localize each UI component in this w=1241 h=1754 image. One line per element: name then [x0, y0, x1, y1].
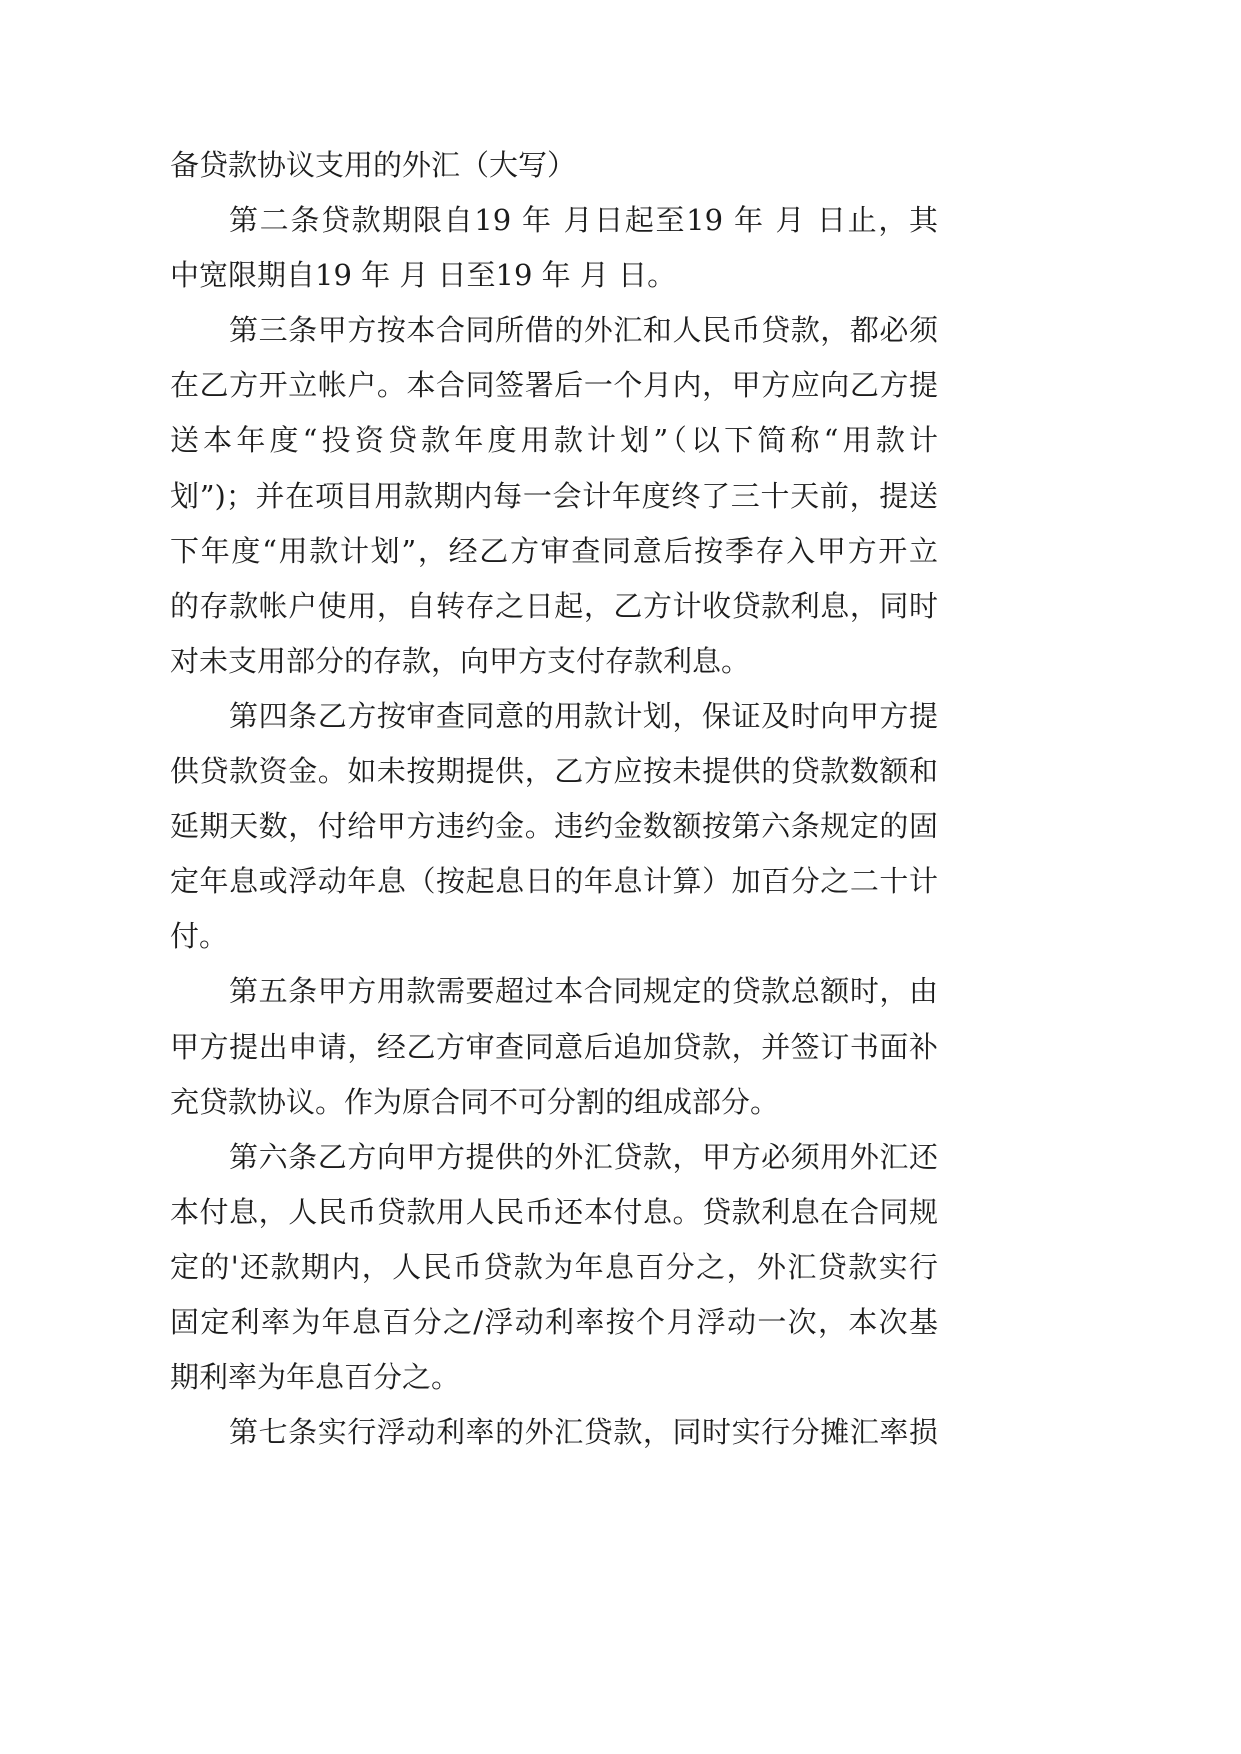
text-line: 充贷款协议。作为原合同不可分割的组成部分。 — [170, 1084, 780, 1119]
text-line: 下年度“用款计划”，经乙方审查同意后按季存入甲方开立 — [170, 533, 938, 568]
text-line: 供贷款资金。如未按期提供，乙方应按未提供的贷款数额和 — [170, 754, 938, 789]
text-line: 的存款帐户使用，自转存之日起，乙方计收贷款利息，同时 — [170, 588, 938, 623]
text-line: 备贷款协议支用的外汇（大写） — [170, 148, 577, 182]
text-line: 对未支用部分的存款，向甲方支付存款利息。 — [170, 643, 751, 678]
text-line: 中宽限期自19 年 月 日至19 年 月 日。 — [170, 258, 677, 293]
text-line: 定的'还款期内，人民币贷款为年息百分之，外汇贷款实行 — [170, 1249, 938, 1284]
text-line: 第二条贷款期限自19 年 月日起至19 年 月 日止，其 — [229, 203, 938, 238]
text-line: 第六条乙方向甲方提供的外汇贷款，甲方必须用外汇还 — [229, 1139, 938, 1174]
text-line: 第五条甲方用款需要超过本合同规定的贷款总额时，由 — [229, 974, 938, 1009]
paragraph — [170, 303, 938, 689]
paragraph — [170, 964, 938, 1129]
text-line: 定年息或浮动年息（按起息日的年息计算）加百分之二十计 — [170, 864, 938, 899]
paragraph — [170, 193, 938, 303]
text-line: 第三条甲方按本合同所借的外汇和人民币贷款，都必须 — [229, 313, 938, 348]
text-line: 划”)；并在项目用款期内每一会计年度终了三十天前，提送 — [170, 478, 938, 513]
text-line: 付。 — [170, 919, 229, 954]
text-line: 送本年度“投资贷款年度用款计划”（以下简称“用款计 — [170, 423, 938, 458]
document-body — [170, 138, 938, 1460]
paragraph — [170, 1130, 938, 1405]
paragraph — [170, 138, 938, 193]
text-line: 延期天数，付给甲方违约金。违约金数额按第六条规定的固 — [170, 809, 938, 844]
text-line: 期利率为年息百分之。 — [170, 1360, 461, 1395]
text-line: 甲方提出申请，经乙方审查同意后追加贷款，并签订书面补 — [170, 1029, 938, 1064]
text-line: 固定利率为年息百分之/浮动利率按个月浮动一次，本次基 — [170, 1304, 938, 1339]
text-line: 在乙方开立帐户。本合同签署后一个月内，甲方应向乙方提 — [170, 368, 938, 403]
text-line: 本付息，人民币贷款用人民币还本付息。贷款利息在合同规 — [170, 1194, 938, 1229]
text-line: 第四条乙方按审查同意的用款计划，保证及时向甲方提 — [229, 698, 938, 733]
text-line: 第七条实行浮动利率的外汇贷款，同时实行分摊汇率损 — [229, 1415, 938, 1450]
paragraph — [170, 1405, 938, 1460]
paragraph — [170, 689, 938, 964]
